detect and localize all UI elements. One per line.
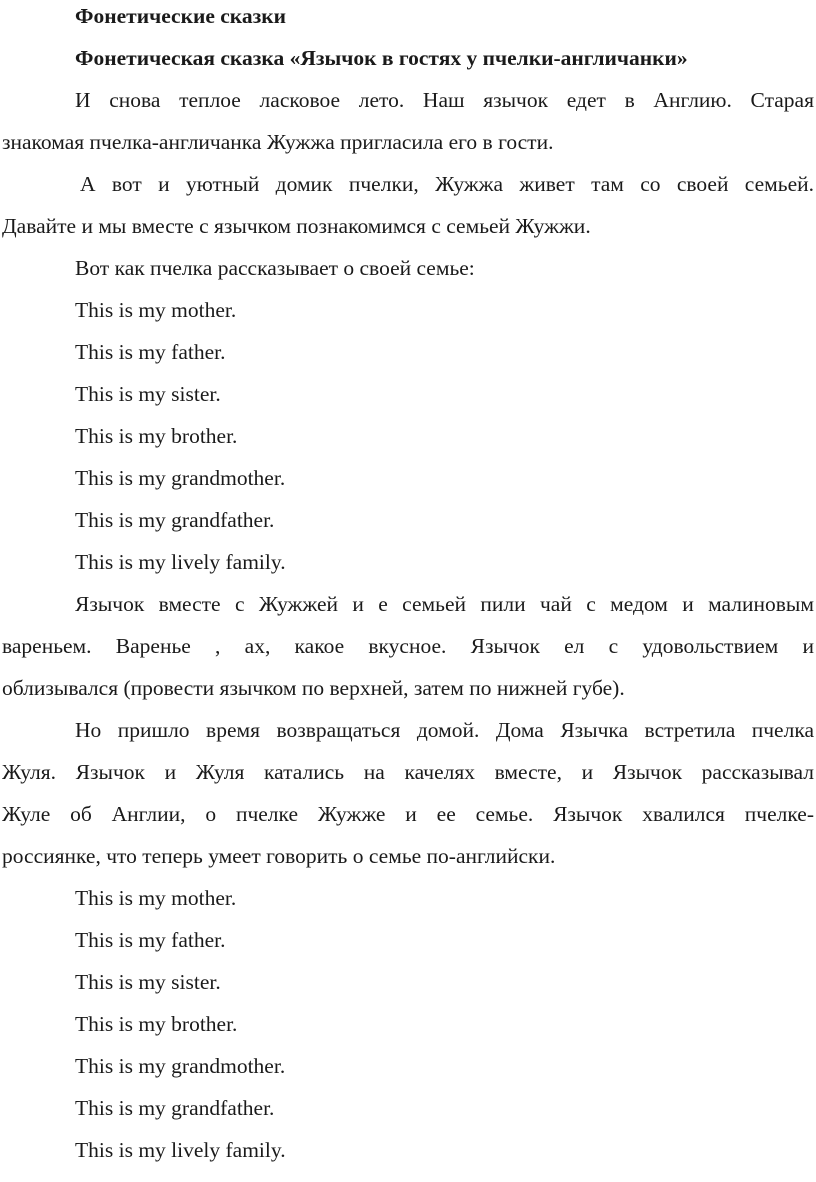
- family-list-1-item: This is my mother.: [75, 298, 237, 322]
- paragraph-5-line-2: Жуля. Язычок и Жуля катались на качелях вместе, и Язычок рассказывал: [2, 760, 814, 784]
- family-list-2-item: This is my father.: [75, 928, 226, 952]
- paragraph-5-line-3: Жуле об Англии, о пчелке Жужже и ее семье. Язычок хвалился пчелке-: [2, 802, 814, 826]
- paragraph-4-line-1: Язычок вместе с Жужжей и е семьей пили чай с медом и малиновым: [75, 592, 814, 616]
- family-list-1-item: This is my lively family.: [75, 550, 286, 574]
- family-list-2-item: This is my grandfather.: [75, 1096, 275, 1120]
- paragraph-2-line-2: Давайте и мы вместе с язычком познакомимся с семьей Жужжи.: [2, 214, 591, 238]
- family-list-2-item: This is my sister.: [75, 970, 221, 994]
- paragraph-4-line-2: вареньем. Варенье , ах, какое вкусное. Язычок ел с удовольствием и: [2, 634, 814, 658]
- family-list-1-item: This is my father.: [75, 340, 226, 364]
- paragraph-1-line-2: знакомая пчелка-англичанка Жужжа пригласила его в гости.: [2, 130, 554, 154]
- family-list-2-item: This is my brother.: [75, 1012, 238, 1036]
- paragraph-5-line-1: Но пришло время возвращаться домой. Дома Язычка встретила пчелка: [75, 718, 814, 742]
- family-list-1-item: This is my sister.: [75, 382, 221, 406]
- family-list-2-item: This is my lively family.: [75, 1138, 286, 1162]
- family-list-1-item: This is my grandfather.: [75, 508, 275, 532]
- paragraph-5-line-4: россиянке, что теперь умеет говорить о семье по-английски.: [2, 844, 556, 868]
- story-title: Фонетическая сказка «Язычок в гостях у пчелки-англичанки»: [75, 46, 688, 70]
- paragraph-2-line-1: А вот и уютный домик пчелки, Жужжа живет там со своей семьей.: [80, 172, 814, 196]
- paragraph-1-line-1: И снова теплое ласковое лето. Наш язычок едет в Англию. Старая: [75, 88, 814, 112]
- family-list-1-item: This is my grandmother.: [75, 466, 286, 490]
- family-list-1-item: This is my brother.: [75, 424, 238, 448]
- paragraph-4-line-3: облизывался (провести язычком по верхней, затем по нижней губе).: [2, 676, 625, 700]
- family-list-2-item: This is my mother.: [75, 886, 237, 910]
- section-heading: Фонетические сказки: [75, 4, 287, 28]
- paragraph-3: Вот как пчелка рассказывает о своей семье:: [75, 256, 475, 280]
- family-list-2-item: This is my grandmother.: [75, 1054, 286, 1078]
